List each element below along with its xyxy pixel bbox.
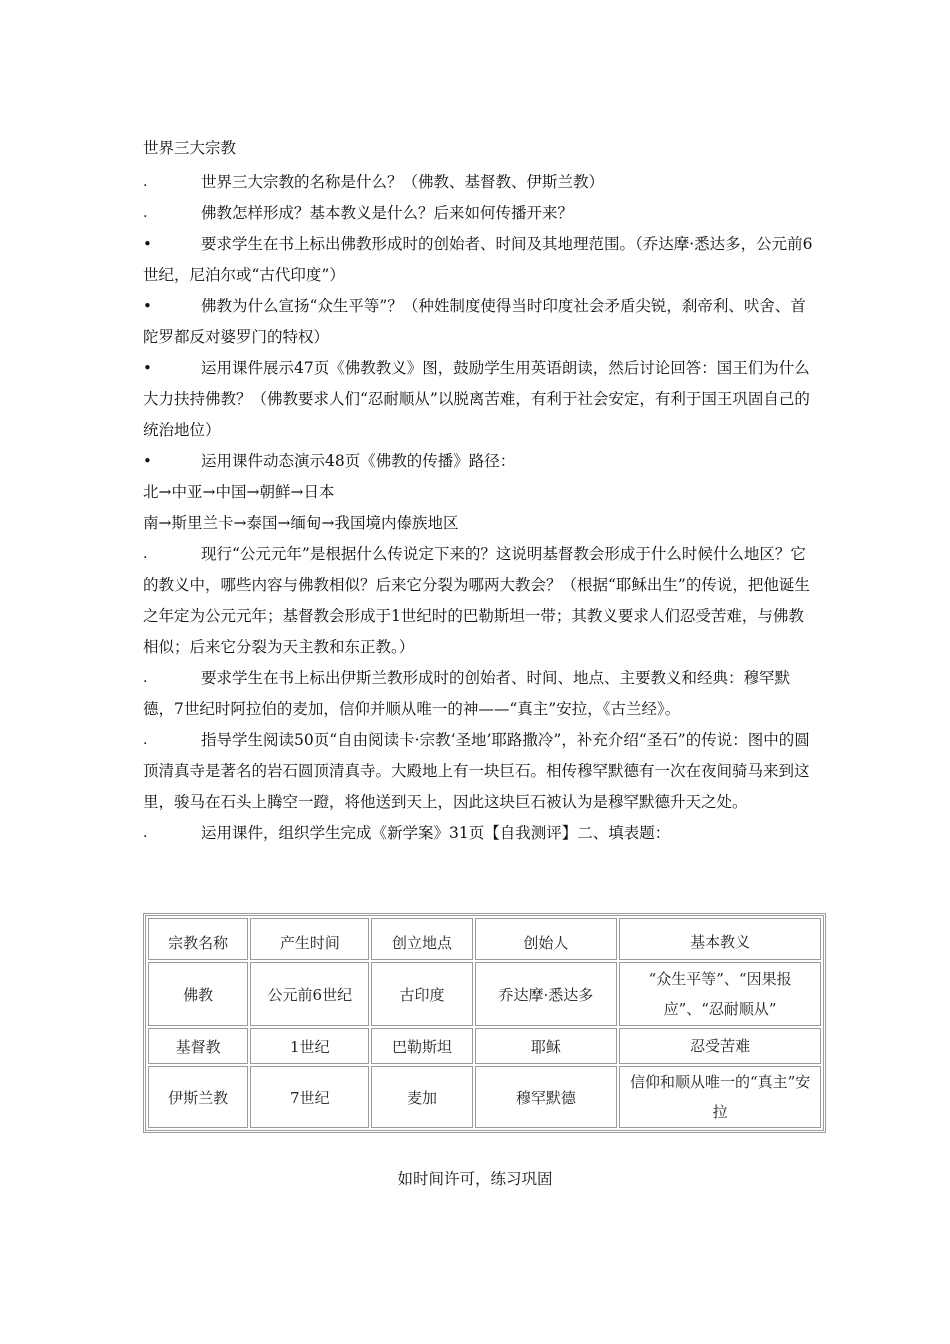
table-cell: 乔达摩·悉达多 [475,962,618,1026]
table-cell: 忍受苦难 [619,1028,821,1064]
table-cell: 巴勒斯坦 [371,1028,472,1064]
footer-note: 如时间许可，练习巩固 [397,1170,553,1188]
list-marker: . [143,825,148,841]
bullet-marker: • [143,297,152,315]
table-header-row [148,918,821,960]
table-cell: 耶稣 [475,1028,618,1064]
list-marker: . [143,174,148,190]
table-cell: 古印度 [371,962,472,1026]
column-header: 创始人 [475,918,618,960]
table-row [148,1066,821,1128]
list-item [143,353,815,446]
table-cell: 穆罕默德 [475,1066,618,1128]
list-item [143,663,815,725]
column-header: 基本教义 [619,918,821,960]
list-item-text: 要求学生在书上标出伊斯兰教形成时的创始者、时间、地点、主要教义和经典：穆罕默德，7世纪时阿拉伯的麦加，信仰并顺从唯一的神——“真主”安拉，《古兰经》。 [143,669,791,718]
list-item [143,446,815,477]
list-item-text: 佛教怎样形成？基本教义是什么？后来如何传播开来？ [201,204,574,222]
bullet-marker: • [143,359,152,377]
list-marker: . [143,205,148,221]
list-item-text: 运用课件展示47页《佛教教义》图，鼓励学生用英语朗读，然后讨论回答：国王们为什么大力扶持佛教？（佛教要求人们“忍耐顺从”以脱离苦难，有利于社会安定，有利于国王巩固自己的统治地位） [143,359,810,439]
list-item [143,229,815,291]
list-item-text: 要求学生在书上标出佛教形成时的创始者、时间及其地理范围。（乔达摩·悉达多，公元前6世纪，尼泊尔或“古代印度”） [143,235,813,284]
column-header: 产生时间 [250,918,369,960]
list-item [143,539,815,663]
table-cell: 伊斯兰教 [148,1066,248,1128]
list-marker: . [143,732,148,748]
list-item-text: 世界三大宗教的名称是什么？（佛教、基督教、伊斯兰教） [201,173,605,191]
bullet-marker: • [143,235,152,253]
table-cell: 1世纪 [250,1028,369,1064]
list-item [143,198,815,229]
list-item-text: 运用课件，组织学生完成《新学案》31页【自我测评】二、填表题： [201,824,671,842]
list-item [143,725,815,818]
list-marker: . [143,670,148,686]
table-cell: 7世纪 [250,1066,369,1128]
list-item [143,291,815,353]
route-south: 南→斯里兰卡→泰国→缅甸→我国境内傣族地区 [143,514,459,532]
table-row [148,1028,821,1064]
bullet-marker: • [143,452,152,470]
list-item-text: 指导学生阅读50页“自由阅读卡·宗教‘圣地’耶路撒冷”，补充介绍“圣石”的传说：图中的圆顶清真寺是著名的岩石圆顶清真寺。大殿地上有一块巨石。相传穆罕默德有一次在夜间骑马来到这里，骏马在石头上腾空一蹬，将他送到天上，因此这块巨石被认为是穆罕默德升天之处。 [143,731,810,811]
list-item-text: 佛教为什么宣扬“众生平等”？（种姓制度使得当时印度社会矛盾尖锐，刹帝利、吠舍、首陀罗都反对婆罗门的特权） [143,297,806,346]
table-cell: “众生平等”、“因果报应”、“忍耐顺从” [619,962,821,1026]
list-item [143,167,815,198]
table-cell: 麦加 [371,1066,472,1128]
route-north: 北→中亚→中国→朝鲜→日本 [143,483,335,501]
table-row [148,962,821,1026]
list-item-text: 现行“公元元年”是根据什么传说定下来的？这说明基督教会形成于什么时候什么地区？它的教义中，哪些内容与佛教相似？后来它分裂为哪两大教会？（根据“耶稣出生”的传说，把他诞生之年定为公元元年；基督教会形成于1世纪时的巴勒斯坦一带；其教义要求人们忍受苦难，与佛教相似；后来它分裂为天主教和东正教。） [143,545,810,656]
table-cell: 公元前6世纪 [250,962,369,1026]
list-item-text: 运用课件动态演示48页《佛教的传播》路径： [201,452,516,470]
column-header: 宗教名称 [148,918,248,960]
list-item [143,818,815,849]
table-cell: 基督教 [148,1028,248,1064]
list-marker: . [143,546,148,562]
document-body [143,136,815,849]
table-cell: 佛教 [148,962,248,1026]
religion-summary-table [143,913,826,1133]
table-cell: 信仰和顺从唯一的“真主”安拉 [619,1066,821,1128]
document-title: 世界三大宗教 [143,139,237,157]
column-header: 创立地点 [371,918,472,960]
